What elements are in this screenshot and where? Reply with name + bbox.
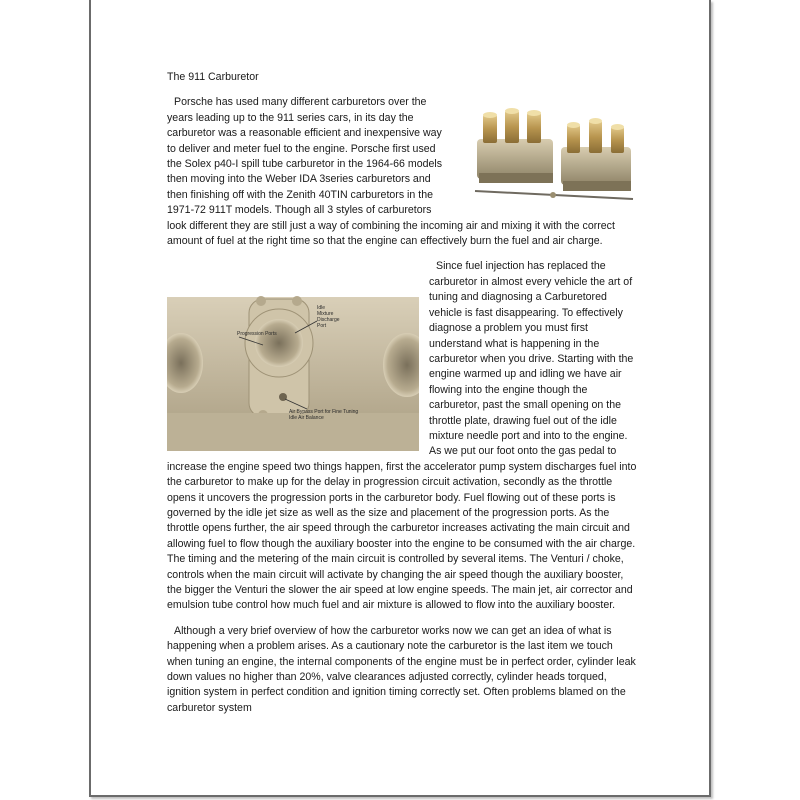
label-idle-2: Mixture [317, 311, 334, 318]
document-page [89, 0, 711, 797]
paragraph-3: Although a very brief overview of how the carburetor works now we can get an idea of what is happening when a problem arises. As a cautionary note the carburetor is the last item we touch when tuning an engine, the internal components of the engine must be in perfect order, cylinder leak down values no higher than 20%, valve clearances adjusted correctly, cylinder heads torqued, ignition system in perfect condition and ignition timing correctly set. Often problems blamed on the carburetor system [167, 624, 636, 714]
label-idle-3: Discharge [317, 317, 340, 324]
paragraph-2 [167, 259, 637, 613]
paragraph-2-text: Since fuel injection has replaced the carburetor in almost every vehicle the art of tuning and diagnosing a Carburetored vehicle is fast disappearing. To effectively diagnose a problem you must first understand what is happening in the carburetor when you drive. Starting with the engine warmed up and idling we have air flowing into the engine though the carburetor, past the small opening on the throttle plate, drawing fuel out of the idle mixture needle port and into to the engine. As we put our foot onto the gas pedal to increase the engine speed two things happen, first the accelerator pump system discharges fuel into the carburetor to make up for the delay in progression circuit activation, secondly as the throttle opens it uncovers the progression ports in the carburetor body. Fuel flowing out of these ports is governed by the idle jet size as well as the size and placement of the progression ports. As the throttle opens further, the air speed through the carburetor increases activating the main circuit and allowing fuel to flow though the auxiliary booster into the engine to be consumed with the air charge. The timing and the metering of the main circuit is controlled by several items. The Venturi / choke, controls when the main circuit will activate by changing the air speed though the auxiliary booster, the bigger the Venturi the slower the air speed at low engine speeds. The main jet, air corrector and emulsion tube control how much fuel and air mixture is allowed to flow into the auxiliary booster. [167, 260, 637, 612]
label-progression-ports: Progression Ports [237, 331, 277, 338]
progression-ports-photo [167, 285, 419, 451]
label-idle-1: Idle [317, 305, 326, 312]
label-bypass-1: Air Bypass Port for Fine Tuning [289, 409, 359, 416]
document-body [167, 70, 637, 726]
paragraph-1: Porsche has used many different carburetors over the years leading up to the 911 series cars, in its day the carburetor was a reasonable efficient and inexpensive way to deliver and meter fuel to the engine. Porsche first used the Solex p40-I spill tube carburetor in the 1964-66 models then moving into the Weber IDA 3series carburetors and then finishing off with the Zenith 40TIN carburetors in the 1971-72 911T models. Though all 3 styles of carburetors look different they are still just a way of combining the incoming air and mixing it with the correct amount of fuel at the right time so that the engine can effectively burn the fuel and air charge. [167, 96, 615, 248]
document-title: The 911 Carburetor [167, 71, 259, 83]
label-idle-4: Port [317, 323, 327, 330]
carburetor-photo [469, 103, 637, 207]
label-bypass-2: Idle Air Balance [289, 415, 324, 422]
carburetor-ports-illustration [167, 285, 419, 451]
carburetor-illustration [469, 103, 637, 207]
